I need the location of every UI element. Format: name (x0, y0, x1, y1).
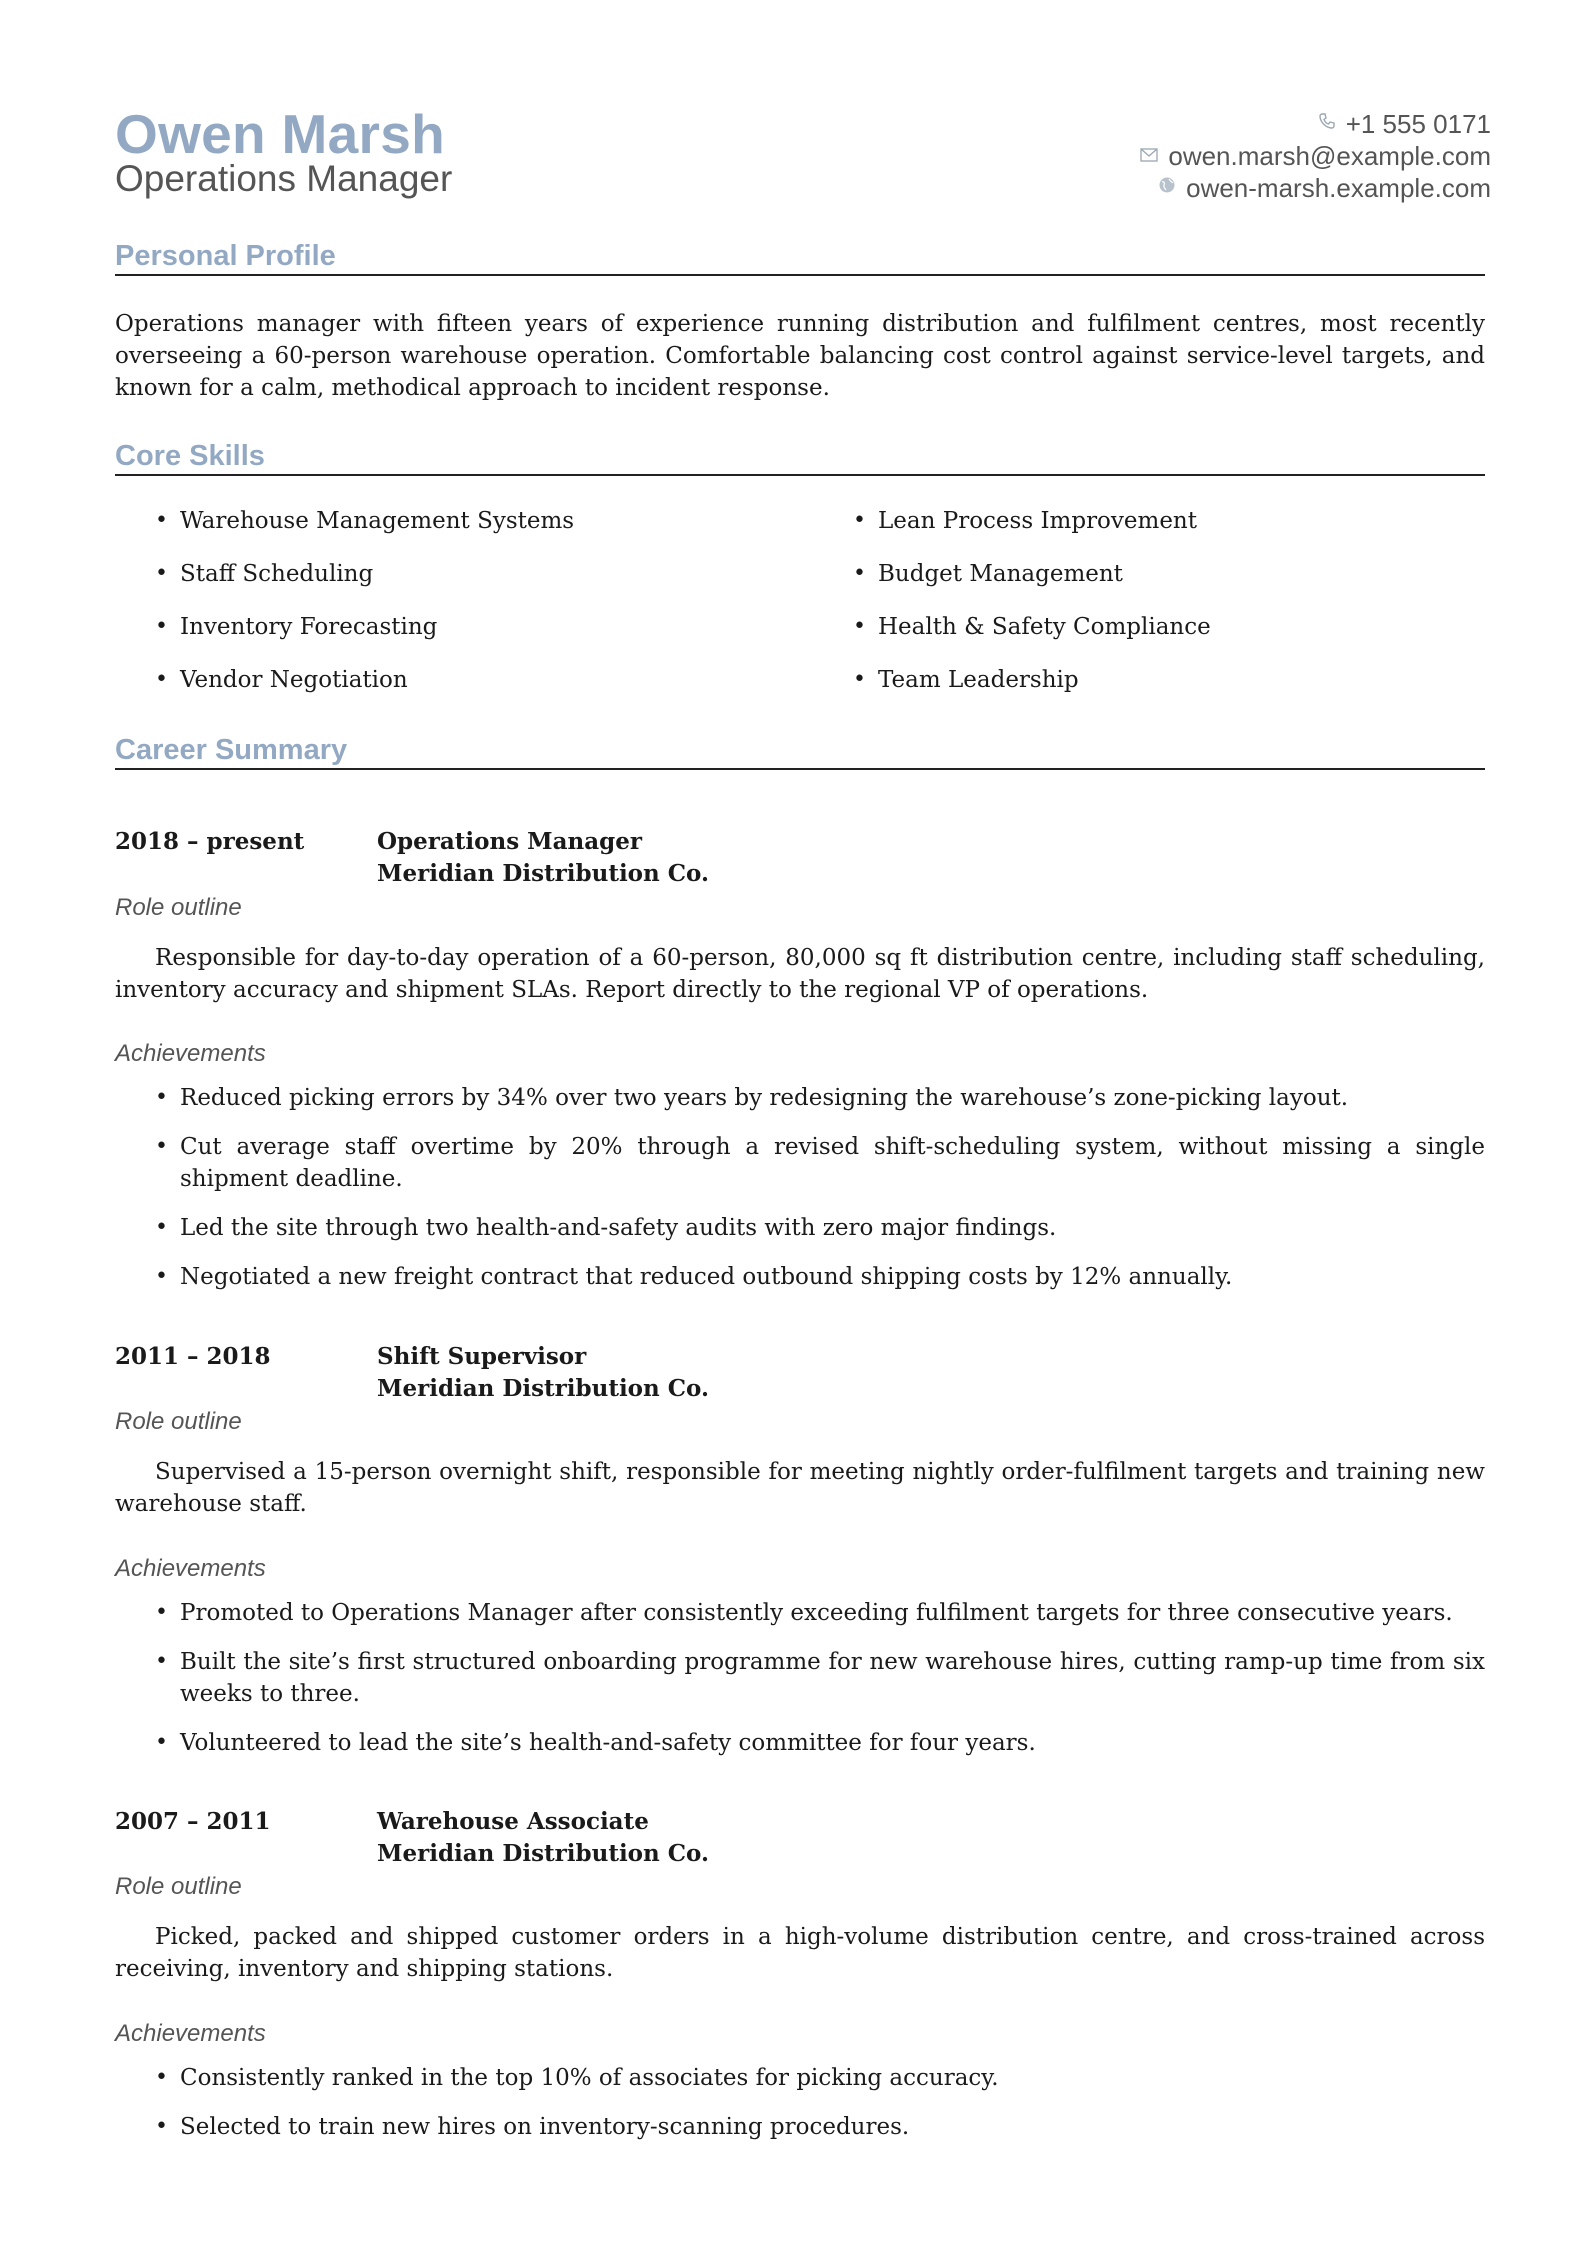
job-title: Shift Supervisor (377, 1343, 587, 1370)
achievement-item: • Cut average staff overtime by 20% through a revised shift-scheduling system, without missing a single shipment deadline. (155, 1134, 1485, 1192)
contact-website (1138, 172, 1491, 204)
website-link[interactable]: owen-marsh.example.com (1186, 173, 1491, 203)
section-heading-skills: Core Skills (115, 440, 1485, 476)
achievement-item: • Consistently ranked in the top 10% of associates for picking accuracy. (155, 2065, 999, 2091)
achievement-item: • Reduced picking errors by 34% over two years by redesigning the warehouse’s zone-picking layout. (155, 1085, 1349, 1111)
job-company: Meridian Distribution Co. (377, 1840, 709, 1867)
role-outline-label: Role outline (115, 894, 242, 921)
email-link[interactable]: owen.marsh@example.com (1168, 141, 1491, 171)
skill-item: • Warehouse Management Systems (155, 508, 575, 534)
job-title: Operations Manager (377, 828, 642, 855)
phone-text[interactable]: +1 555 0171 (1345, 109, 1491, 139)
achievement-item: • Selected to train new hires on inventory-scanning procedures. (155, 2114, 910, 2140)
candidate-title: Operations Manager (115, 158, 453, 199)
section-heading-profile: Personal Profile (115, 240, 1485, 276)
skill-item: • Lean Process Improvement (853, 508, 1197, 534)
role-outline-text: Responsible for day-to-day operation of a 60-person, 80,000 sq ft distribution centre, including staff scheduling, inventory accuracy and shipment SLAs. Report directly to the regional VP of operations. (115, 945, 1485, 1003)
job-dates: 2007 – 2011 (115, 1808, 271, 1835)
skill-item: • Staff Scheduling (155, 561, 374, 587)
candidate-name: Owen Marsh (115, 103, 446, 165)
achievements-list (155, 1597, 1485, 1776)
profile-text: Operations manager with fifteen years of experience running distribution and fulfilment centres, most recently overseeing a 60-person warehouse operation. Comfortable balancing cost control against service-level targets, and known for a calm, methodical approach to incident response. (115, 311, 1485, 401)
achievements-label: Achievements (115, 1555, 266, 1582)
skill-item: • Vendor Negotiation (155, 667, 408, 693)
job-company: Meridian Distribution Co. (377, 1375, 709, 1402)
role-outline-text: Picked, packed and shipped customer orders in a high-volume distribution centre, and cross-trained across receiving, inventory and shipping stations. (115, 1924, 1485, 1982)
job-dates: 2018 – present (115, 828, 305, 855)
achievement-item: • Led the site through two health-and-safety audits with zero major findings. (155, 1215, 1057, 1241)
job-title: Warehouse Associate (377, 1808, 649, 1835)
achievement-item: • Promoted to Operations Manager after consistently exceeding fulfilment targets for three consecutive years. (155, 1600, 1453, 1626)
skill-item: • Team Leadership (853, 667, 1079, 693)
role-outline-text: Supervised a 15-person overnight shift, responsible for meeting nightly order-fulfilment targets and training new warehouse staff. (115, 1459, 1485, 1517)
phone-icon (1316, 108, 1338, 140)
skill-item: • Budget Management (853, 561, 1123, 587)
achievement-item: • Volunteered to lead the site’s health-and-safety committee for four years. (155, 1730, 1036, 1756)
globe-icon (1156, 172, 1178, 204)
envelope-icon (1138, 140, 1160, 172)
job-company: Meridian Distribution Co. (377, 860, 709, 887)
role-outline-label: Role outline (115, 1408, 242, 1435)
achievement-item: • Built the site’s first structured onboarding programme for new warehouse hires, cutting ramp-up time from six weeks to three. (155, 1649, 1485, 1707)
achievements-list (155, 1082, 1485, 1310)
contact-block (1138, 108, 1491, 204)
achievement-item: • Negotiated a new freight contract that reduced outbound shipping costs by 12% annually. (155, 1264, 1233, 1290)
achievements-label: Achievements (115, 2020, 266, 2047)
skill-item: • Inventory Forecasting (155, 614, 438, 640)
achievements-label: Achievements (115, 1040, 266, 1067)
contact-email (1138, 140, 1491, 172)
achievements-list (155, 2062, 1485, 2160)
job-dates: 2011 – 2018 (115, 1343, 271, 1370)
contact-phone (1138, 108, 1491, 140)
role-outline-label: Role outline (115, 1873, 242, 1900)
skills-column-right (853, 508, 1211, 720)
skill-item: • Health & Safety Compliance (853, 614, 1211, 640)
section-heading-career: Career Summary (115, 734, 1485, 770)
skills-column-left (155, 508, 574, 720)
